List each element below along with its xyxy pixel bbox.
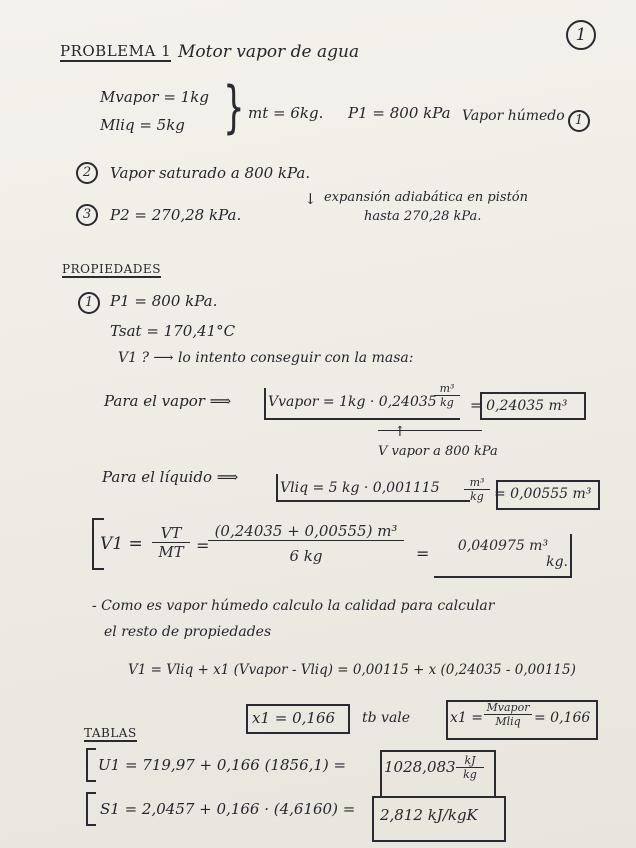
x1-alt-num: Mvapor bbox=[484, 701, 532, 715]
quality-line2: el resto de propiedades bbox=[104, 624, 272, 640]
v1-frac-den: MT bbox=[158, 543, 184, 561]
vapor-note: V vapor a 800 kPa bbox=[378, 444, 498, 459]
u1-unit-num: kJ bbox=[456, 754, 484, 768]
process-line2: hasta 270,28 kPa. bbox=[364, 209, 482, 224]
v1-big-num: (0,24035 + 0,00555) m³ bbox=[208, 522, 404, 541]
u1-left-box bbox=[86, 748, 96, 782]
s1-result: 2,812 kJ/kgK bbox=[380, 806, 478, 824]
vapor-result: = 0,24035 m³ bbox=[470, 398, 568, 414]
v1-result-box bbox=[434, 534, 572, 578]
state2-marker: 2 bbox=[76, 162, 98, 184]
quality-eq: V1 = Vliq + x1 (Vvapor - Vliq) = 0,00115 + x (0,24035 - 0,00115) bbox=[128, 662, 576, 678]
process-arrow: ↓ bbox=[304, 190, 317, 208]
v1-result-den: kg. bbox=[546, 554, 568, 570]
v1-big-den: 6 kg bbox=[289, 547, 323, 565]
liquid-intro: Para el líquido ⟹ bbox=[102, 468, 239, 486]
liquid-unit bbox=[464, 476, 490, 503]
vapor-eq: Vvapor = 1kg · 0,24035 bbox=[268, 394, 437, 410]
liquid-eq: Vliq = 5 kg · 0,001115 bbox=[280, 480, 440, 496]
given-m-vapor: Mvapor = 1kg bbox=[100, 88, 209, 106]
given-p1: P1 = 800 kPa bbox=[348, 104, 451, 122]
vapor-unit bbox=[434, 382, 460, 409]
given-m-liq: Mliq = 5kg bbox=[100, 116, 185, 134]
state3-marker: 3 bbox=[76, 204, 98, 226]
v1-big-frac bbox=[208, 522, 404, 565]
problem-title: PROBLEMA 1 bbox=[60, 42, 172, 60]
state3-text: P2 = 270,28 kPa. bbox=[110, 206, 242, 224]
liquid-result: = 0,00555 m³ bbox=[494, 486, 592, 502]
prop-tsat: Tsat = 170,41°C bbox=[110, 322, 236, 340]
vapor-unit-den: kg bbox=[440, 396, 454, 409]
brace: } bbox=[223, 75, 245, 140]
u1-unit-den: kg bbox=[463, 768, 477, 781]
x1-alt-frac bbox=[484, 701, 532, 728]
page-number: 1 bbox=[566, 20, 596, 50]
quality-line1: - Como es vapor húmedo calculo la calidad para calcular bbox=[92, 598, 495, 614]
v1-frac-num: VT bbox=[152, 524, 190, 543]
process-line1: expansión adiabática en pistón bbox=[324, 190, 529, 205]
state2-text: Vapor saturado a 800 kPa. bbox=[110, 164, 311, 182]
v1-result-num: 0,040975 m³ bbox=[457, 538, 549, 554]
state1-label: Vapor húmedo bbox=[462, 108, 565, 124]
x1-result: x1 = 0,166 bbox=[252, 709, 336, 727]
vapor-unit-num: m³ bbox=[434, 382, 460, 396]
v1-eq3: = bbox=[416, 544, 430, 563]
u1-unit bbox=[456, 754, 484, 781]
liquid-unit-den: kg bbox=[470, 490, 484, 503]
v1-eq2: = bbox=[196, 536, 210, 555]
prop-p1: P1 = 800 kPa. bbox=[110, 292, 218, 310]
problem-subject: Motor vapor de agua bbox=[178, 42, 360, 62]
u1-result: 1028,083 bbox=[384, 758, 456, 776]
s1-eq: S1 = 2,0457 + 0,166 · (4,6160) = bbox=[100, 800, 356, 818]
vapor-intro: Para el vapor ⟹ bbox=[104, 392, 232, 410]
liquid-unit-num: m³ bbox=[464, 476, 490, 490]
given-m-total: mt = 6kg. bbox=[248, 104, 324, 122]
v1-frac bbox=[152, 524, 190, 561]
x1-alt-result: = 0,166 bbox=[534, 710, 591, 726]
state1-marker: 1 bbox=[568, 110, 590, 132]
x1-alt-den: Mliq bbox=[495, 715, 521, 728]
properties-state-marker: 1 bbox=[78, 292, 100, 314]
u1-eq: U1 = 719,97 + 0,166 (1856,1) = bbox=[98, 756, 347, 774]
tables-heading: TABLAS bbox=[84, 726, 137, 740]
v1-lhs: V1 = bbox=[100, 534, 143, 554]
properties-heading: PROPIEDADES bbox=[62, 262, 161, 276]
vapor-note-arrow: ↑ bbox=[394, 424, 406, 440]
x1-alt-lhs: x1 = bbox=[450, 710, 483, 726]
also-label: tb vale bbox=[362, 710, 411, 726]
s1-left-box bbox=[86, 792, 96, 826]
prop-v1-question: V1 ? ⟶ lo intento conseguir con la masa: bbox=[118, 350, 414, 366]
